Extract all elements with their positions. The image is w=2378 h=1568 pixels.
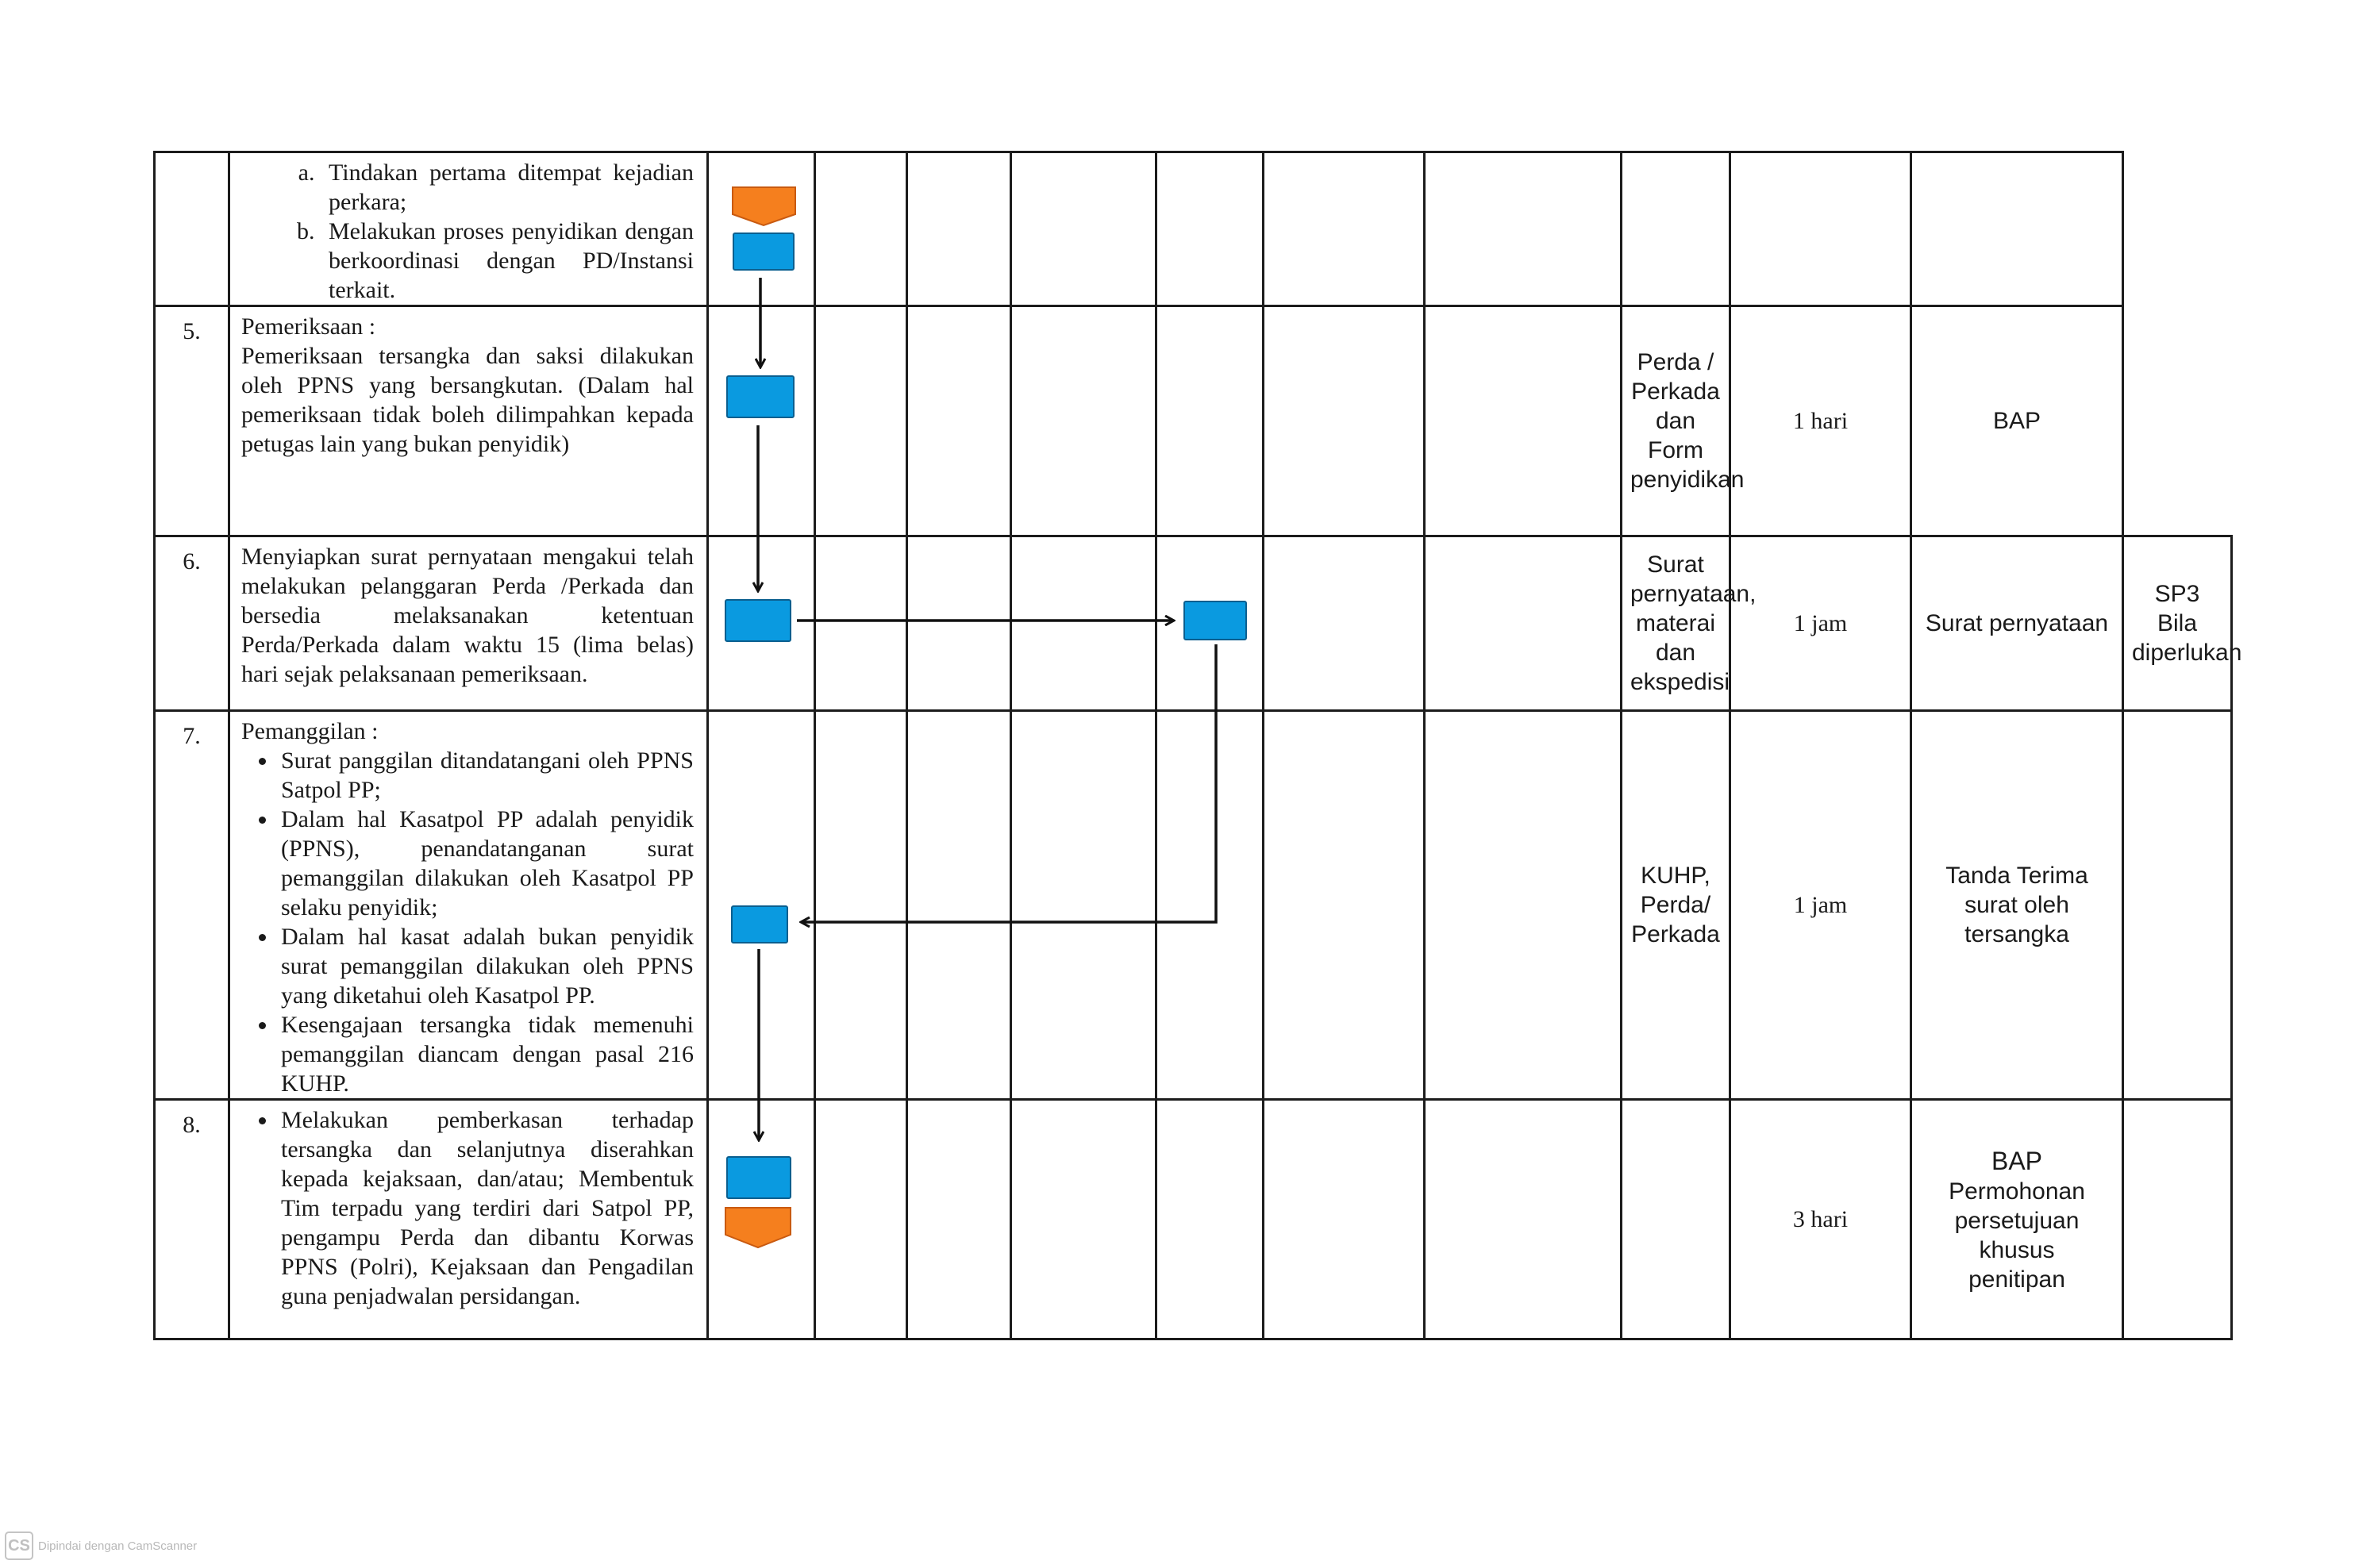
list-item: a. Tindakan pertama ditempat kejadian perkara; — [321, 158, 694, 217]
activity-text: Pemeriksaan tersangka dan saksi dilakukan oleh PPNS yang bersangkutan. (Dalam hal pemeriksaan tidak boleh dilimpahkan kepada petugas lain yang bukan penyidik) — [241, 343, 694, 457]
kelengkapan-cell — [1622, 1100, 1730, 1339]
flow-cell — [907, 306, 1011, 536]
waktu-cell: 1 jam — [1730, 536, 1911, 711]
list-item: • Surat panggilan ditandatangani oleh PPNS Satpol PP; — [278, 746, 694, 805]
flow-cell — [907, 152, 1011, 306]
flow-cell — [1425, 152, 1622, 306]
row-number: 8. — [155, 1100, 229, 1339]
flow-cell — [907, 711, 1011, 1100]
list-item: • Melakukan pemberkasan terhadap tersangka dan selanjutnya diserahkan kepada kejaksaan, dan/atau; Membentuk Tim terpadu yang terdiri dari Satpol PP, pengampu Perda dan dibantu Korwas PPNS (Polri), Kejaksaan dan Pengadilan guna penjadwalan persidangan. — [278, 1105, 694, 1311]
flow-cell — [1156, 1100, 1264, 1339]
output-cell — [1911, 152, 2123, 306]
kelengkapan-cell — [1622, 152, 1730, 306]
waktu-cell: 1 jam — [1730, 711, 1911, 1100]
activity-cell — [229, 306, 708, 536]
kelengkapan-cell: KUHP, Perda/ Perkada — [1622, 711, 1730, 1100]
flow-cell — [1156, 536, 1264, 711]
flow-cell — [1425, 711, 1622, 1100]
output-cell: Surat pernyataan — [1911, 536, 2123, 711]
flow-cell — [708, 306, 815, 536]
flow-cell — [1011, 536, 1156, 711]
table-row — [155, 152, 2232, 306]
flow-cell — [1264, 711, 1425, 1100]
kelengkapan-cell: Surat pernyataan, materai dan ekspedisi — [1622, 536, 1730, 711]
flow-cell — [815, 1100, 907, 1339]
table-row — [155, 306, 2232, 536]
activity-list — [241, 158, 694, 305]
list-item: • Dalam hal Kasatpol PP adalah penyidik (PPNS), penandatanganan surat pemanggilan dilakukan oleh Kasatpol PP selaku penyidik; — [278, 805, 694, 922]
list-item: • Dalam hal kasat adalah bukan penyidik surat pemanggilan dilakukan oleh PPNS yang diketahui oleh Kasatpol PP. — [278, 922, 694, 1010]
watermark-text: Dipindai dengan CamScanner — [38, 1539, 198, 1553]
flow-cell — [1264, 152, 1425, 306]
flow-cell — [1264, 306, 1425, 536]
flow-cell — [1156, 306, 1264, 536]
row-number: 5. — [155, 306, 229, 536]
flow-cell — [1425, 1100, 1622, 1339]
flow-cell — [1011, 711, 1156, 1100]
output-cell: Tanda Terima surat oleh tersangka — [1911, 711, 2123, 1100]
output-cell — [1911, 1100, 2123, 1339]
list-item: • Kesengajaan tersangka tidak memenuhi pemanggilan diancam dengan pasal 216 KUHP. — [278, 1010, 694, 1098]
sop-table — [153, 151, 2242, 1340]
waktu-cell: 1 hari — [1730, 306, 1911, 536]
flow-cell — [708, 536, 815, 711]
list-item: b. Melakukan proses penyidikan dengan berkoordinasi dengan PD/Instansi terkait. — [321, 217, 694, 305]
flow-cell — [708, 711, 815, 1100]
table-row — [155, 1100, 2232, 1339]
waktu-cell — [1730, 152, 1911, 306]
output-cell: BAP — [1911, 306, 2123, 536]
activity-cell — [229, 536, 708, 711]
flow-cell — [1156, 152, 1264, 306]
row-number: 6. — [155, 536, 229, 711]
waktu-cell: 3 hari — [1730, 1100, 1911, 1339]
kelengkapan-cell: Perda / Perkada dan Form penyidikan — [1622, 306, 1730, 536]
activity-cell — [229, 1100, 708, 1339]
flow-cell — [1264, 536, 1425, 711]
row-number: 7. — [155, 711, 229, 1100]
activity-cell — [229, 152, 708, 306]
row-number — [155, 152, 229, 306]
keterangan-cell: SP3 Bila diperlukan — [2123, 536, 2232, 711]
flow-cell — [1264, 1100, 1425, 1339]
output-line: BAP — [1991, 1146, 2043, 1175]
flow-cell — [708, 1100, 815, 1339]
camscanner-watermark — [5, 1531, 197, 1560]
activity-title: Pemanggilan : — [241, 718, 379, 744]
activity-list — [241, 1105, 694, 1311]
activity-list — [241, 746, 694, 1098]
flow-cell — [1425, 306, 1622, 536]
activity-title: Pemeriksaan : — [241, 313, 376, 340]
flow-cell — [815, 306, 907, 536]
flow-cell — [1011, 306, 1156, 536]
flow-cell — [815, 536, 907, 711]
table-row — [155, 536, 2232, 711]
keterangan-cell — [2123, 1100, 2232, 1339]
flow-cell — [815, 711, 907, 1100]
output-line: penitipan — [1968, 1266, 2065, 1293]
flow-cell — [1156, 711, 1264, 1100]
flow-cell — [907, 536, 1011, 711]
flow-cell — [1425, 536, 1622, 711]
flow-cell — [708, 152, 815, 306]
keterangan-cell — [2123, 711, 2232, 1100]
camscanner-logo: CS — [5, 1531, 33, 1560]
output-line: persetujuan — [1954, 1207, 2080, 1234]
flow-cell — [1011, 1100, 1156, 1339]
output-line: Permohonan — [1949, 1178, 2085, 1205]
activity-cell — [229, 711, 708, 1100]
flow-cell — [815, 152, 907, 306]
flow-cell — [1011, 152, 1156, 306]
output-line: khusus — [1979, 1236, 2055, 1263]
flow-cell — [907, 1100, 1011, 1339]
activity-text: Menyiapkan surat pernyataan mengakui telah melakukan pelanggaran Perda /Perkada dan bersedia melaksanakan ketentuan Perda/Perkada dalam waktu 15 (lima belas) hari sejak pelaksanaan pemeriksaan. — [241, 544, 694, 687]
table-row — [155, 711, 2232, 1100]
